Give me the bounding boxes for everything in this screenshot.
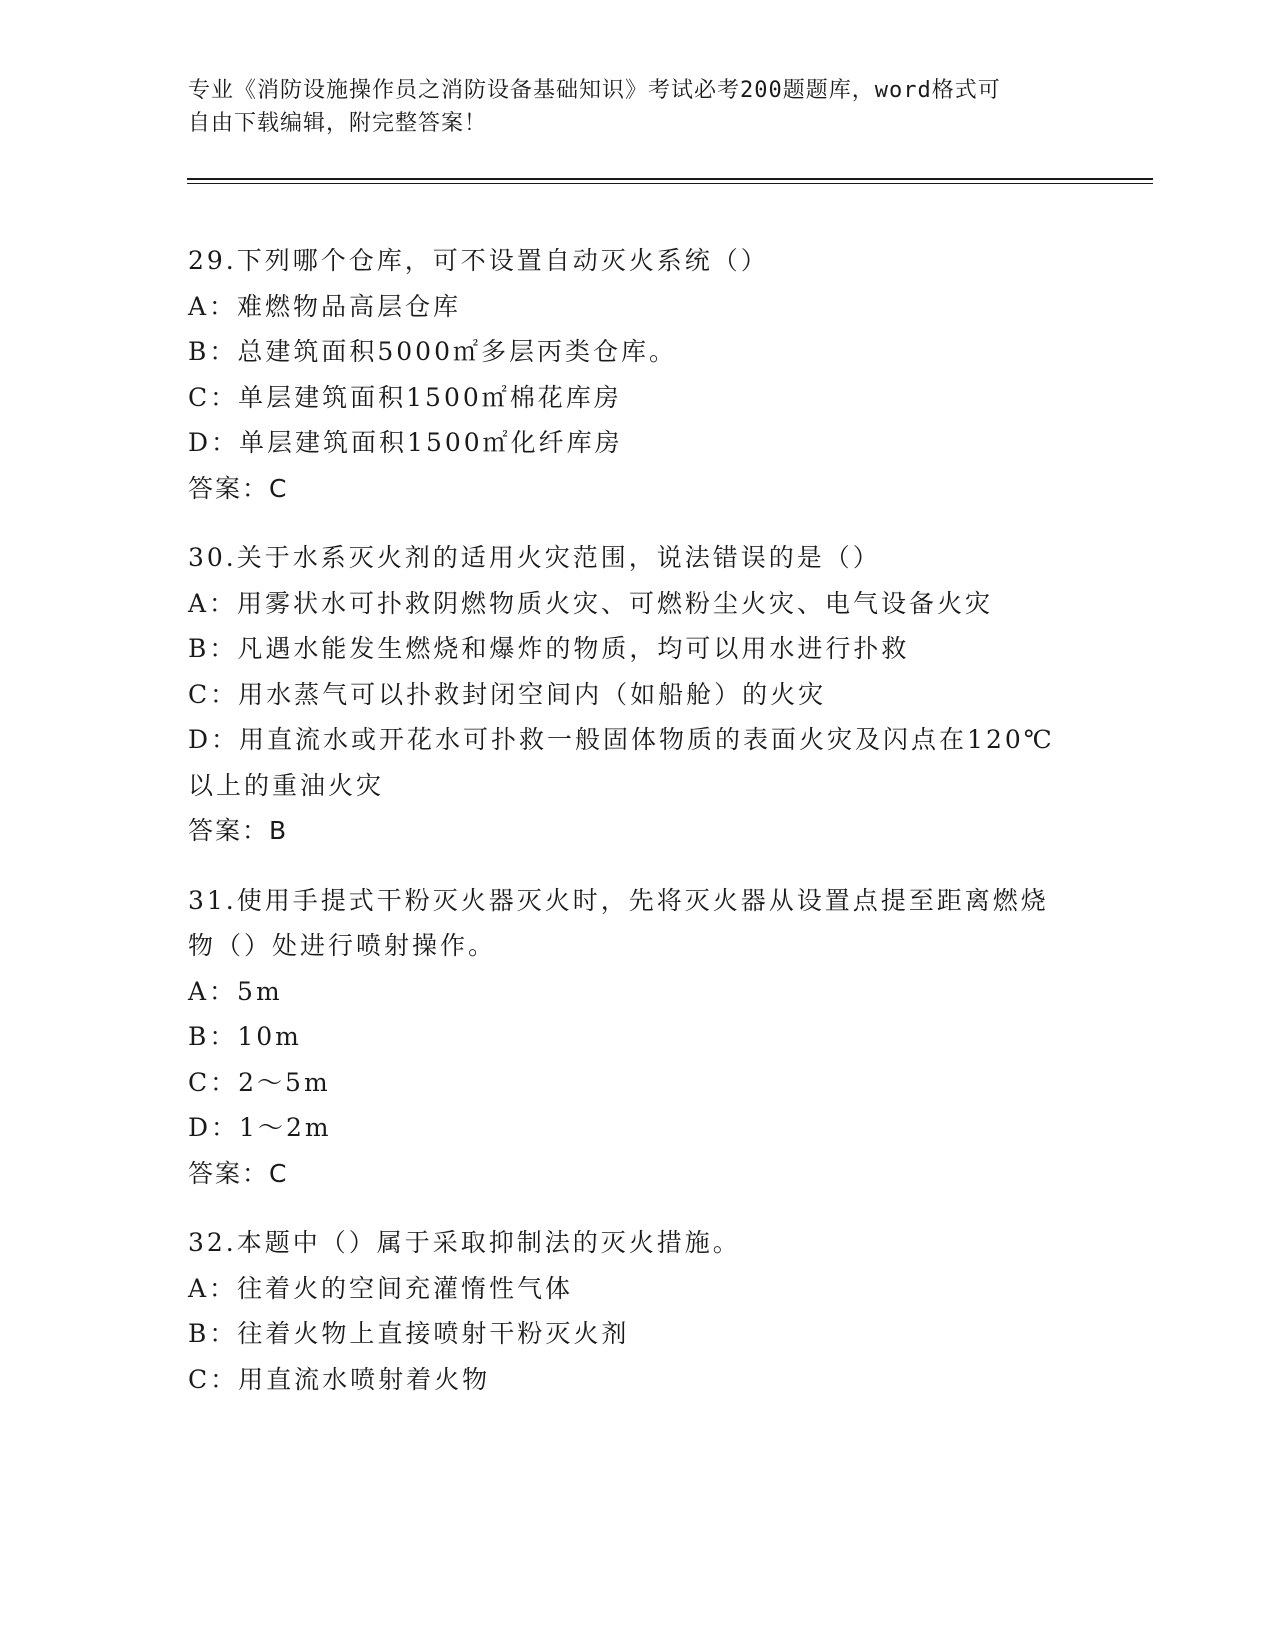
question-list [188,238,1088,1426]
option-a: A：用雾状水可扑救阴燃物质火灾、可燃粉尘火灾、电气设备火灾 [188,588,994,618]
answer: 答案：B [188,816,289,845]
question-stem: 32.本题中（）属于采取抑制法的灭火措施。 [188,1228,741,1257]
option-b: B：10m [188,1022,302,1051]
question-stem: 30.关于水系灭火剂的适用火灾范围，说法错误的是（） [188,543,881,572]
header-line-1: 专业《消防设施操作员之消防设备基础知识》考试必考200题题库，word格式可 [188,78,1001,103]
option-c: C：用直流水喷射着火物 [188,1364,491,1394]
option-d: D：1～2m [188,1113,332,1142]
question-30 [188,535,1088,854]
question-stem: 31.使用手提式干粉灭火器灭火时，先将灭火器从设置点提至距离燃烧物（）处进行喷射操作。 [188,885,1049,960]
document-header [188,74,1068,140]
option-c: C：单层建筑面积1500㎡棉花库房 [188,382,622,412]
option-c: C：2～5m [188,1067,331,1097]
question-29 [188,238,1088,511]
header-rule-thin [187,183,1153,184]
option-c: C：用水蒸气可以扑救封闭空间内（如船舱）的火灾 [188,679,827,709]
option-a: A：难燃物品高层仓库 [188,291,462,321]
question-32 [188,1220,1088,1402]
header-rule-thick [187,178,1153,180]
option-b: B：凡遇水能发生燃烧和爆炸的物质，均可以用水进行扑救 [188,634,910,663]
header-line-2: 自由下载编辑，附完整答案！ [188,111,488,136]
option-d: D：单层建筑面积1500㎡化纤库房 [188,428,623,457]
option-b: B：往着火物上直接喷射干粉灭火剂 [188,1319,630,1348]
option-b: B：总建筑面积5000㎡多层丙类仓库。 [188,337,677,366]
question-stem: 29.下列哪个仓库，可不设置自动灭火系统（） [188,246,769,275]
option-a: A：往着火的空间充灌惰性气体 [188,1273,574,1303]
answer: 答案：C [188,1158,289,1188]
answer: 答案：C [188,473,289,503]
option-d: D：用直流水或开花水可扑救一般固体物质的表面火灾及闪点在120℃以上的重油火灾 [188,725,1055,800]
question-31 [188,878,1088,1197]
option-a: A：5m [188,976,283,1006]
